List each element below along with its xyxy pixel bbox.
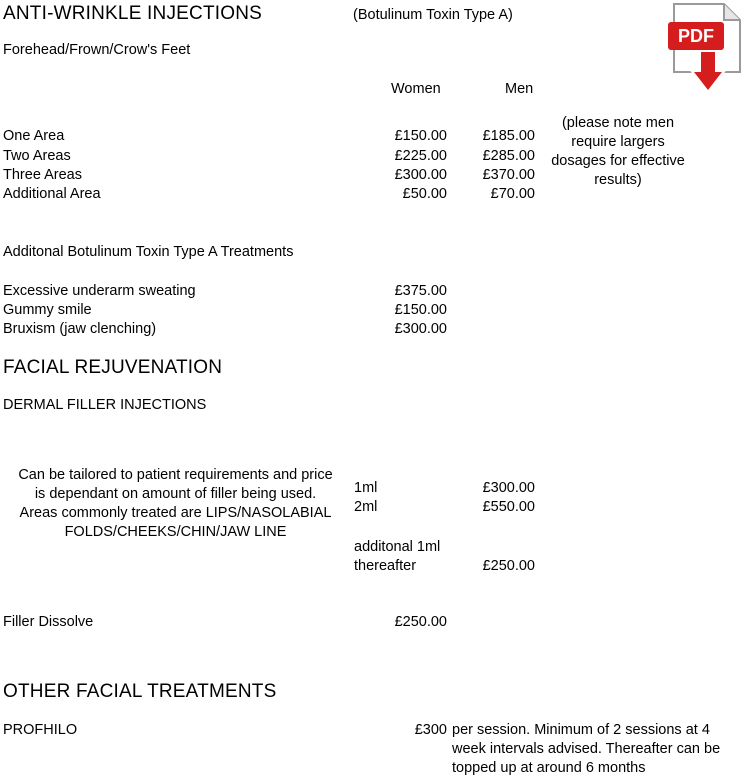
filler-price: £250.00 — [482, 558, 535, 574]
treatment-price: £300.00 — [394, 321, 447, 337]
dermal-filler-heading: DERMAL FILLER INJECTIONS — [3, 397, 207, 413]
filler-amount: 1ml — [354, 480, 378, 496]
page-subtitle: (Botulinum Toxin Type A) — [353, 7, 513, 23]
row-label: Additional Area — [3, 186, 101, 202]
row-label: Two Areas — [3, 148, 71, 164]
price-women: £225.00 — [394, 148, 447, 164]
column-header-men: Men — [505, 81, 534, 97]
note-line: require largers — [571, 134, 665, 150]
description-line: FOLDS/CHEEKS/CHIN/JAW LINE — [64, 524, 287, 540]
row-label: Three Areas — [3, 167, 82, 183]
filler-amount: 2ml — [354, 499, 378, 515]
profhilo-label: PROFHILO — [3, 722, 78, 738]
treatment-price: £150.00 — [394, 302, 447, 318]
filler-dissolve-label: Filler Dissolve — [3, 614, 94, 630]
areas-label: Forehead/Frown/Crow's Feet — [3, 42, 191, 58]
treatment-label: Bruxism (jaw clenching) — [3, 321, 157, 337]
note-line: week intervals advised. Thereafter can be — [452, 741, 721, 757]
facial-rejuvenation-title: FACIAL REJUVENATION — [3, 357, 223, 378]
treatment-label: Excessive underarm sweating — [3, 283, 196, 299]
filler-price: £550.00 — [482, 499, 535, 515]
price-men: £370.00 — [482, 167, 535, 183]
profhilo-price: £300 — [414, 722, 447, 738]
filler-additional-label: additonal 1ml — [354, 539, 441, 555]
filler-price: £300.00 — [482, 480, 535, 496]
description-line: is dependant on amount of filler being used. — [34, 486, 317, 502]
additional-treatments-heading: Additonal Botulinum Toxin Type A Treatments — [3, 244, 294, 260]
note-line: topped up at around 6 months — [452, 760, 646, 776]
description-line: Areas commonly treated are LIPS/NASOLABIAL — [19, 505, 332, 521]
treatment-price: £375.00 — [394, 283, 447, 299]
row-label: One Area — [3, 128, 65, 144]
price-women: £50.00 — [402, 186, 447, 202]
page-title: ANTI-WRINKLE INJECTIONS — [3, 3, 263, 24]
note-line: results) — [594, 172, 642, 188]
price-men: £70.00 — [490, 186, 535, 202]
note-line: (please note men — [561, 115, 675, 131]
filler-dissolve-price: £250.00 — [394, 614, 447, 630]
pdf-label: PDF — [678, 26, 714, 46]
other-treatments-title: OTHER FACIAL TREATMENTS — [3, 681, 277, 702]
note-line: per session. Minimum of 2 sessions at 4 — [452, 722, 710, 738]
price-men: £285.00 — [482, 148, 535, 164]
price-women: £150.00 — [394, 128, 447, 144]
description-line: Can be tailored to patient requirements and price — [18, 467, 333, 483]
filler-additional-label: thereafter — [354, 558, 417, 574]
price-men: £185.00 — [482, 128, 535, 144]
column-header-women: Women — [391, 81, 441, 97]
pdf-download-icon[interactable] — [668, 2, 744, 98]
price-women: £300.00 — [394, 167, 447, 183]
note-line: dosages for effective — [551, 153, 685, 169]
treatment-label: Gummy smile — [3, 302, 92, 318]
